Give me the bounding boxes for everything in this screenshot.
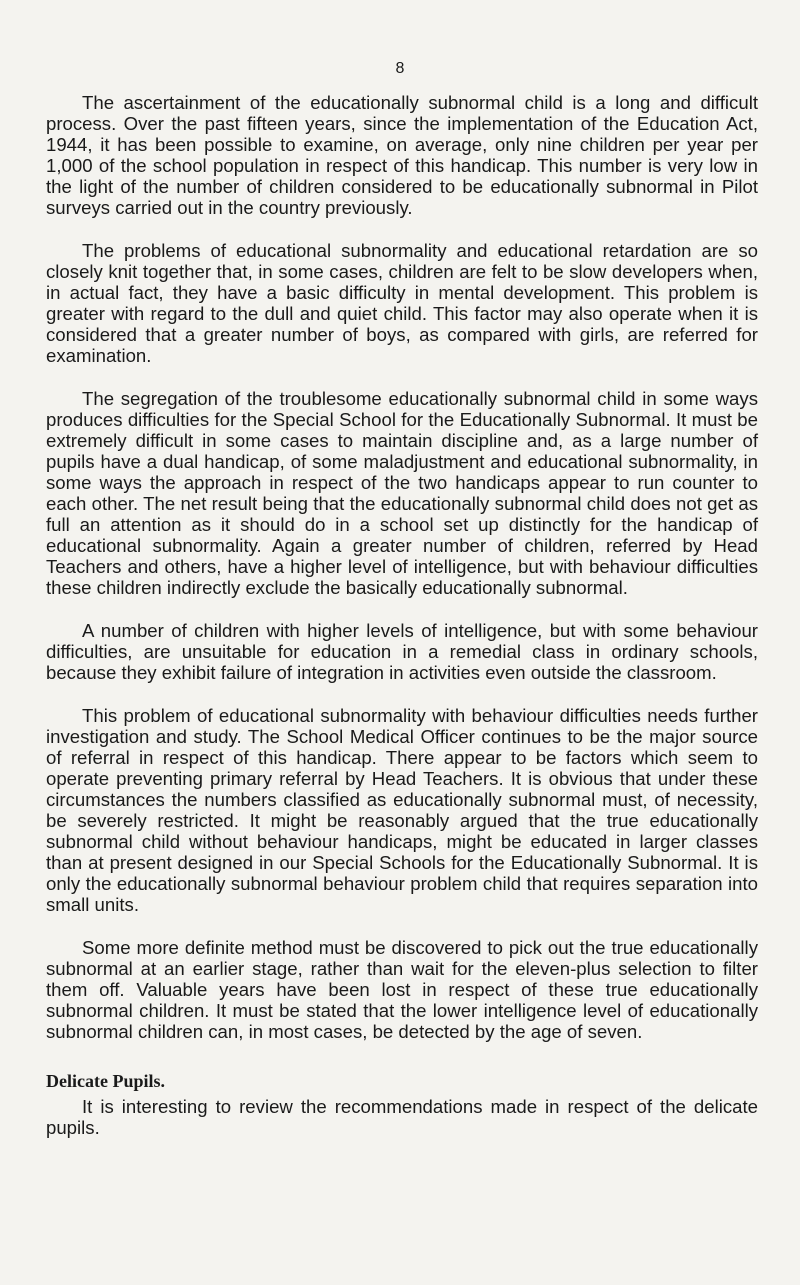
paragraph-higher-intelligence: A number of children with higher levels of intelligence, but with some behaviour difficulties, are unsuitable for education in a remedial class in ordinary schools, because they exhibit failure of integration in activities even outside the classroom. [46,620,758,683]
paragraph-segregation: The segregation of the troublesome educationally subnormal child in some ways produces difficulties for the Special School for the Educationally Subnormal. It must be extremely difficult in some cases to maintain discipline and, as a large number of pupils have a dual handicap, of some maladjustment and educational subnormality, in some ways the approach in respect of the two handicaps appear to run counter to each other. The net result being that the educationally subnormal child does not get as full an attention as it should do in a school set up distinctly for the handicap of educational subnormality. Again a greater number of children, referred by Head Teachers and others, have a higher level of intelligence, but with behaviour difficulties these children indirectly exclude the basically educationally subnormal. [46,388,758,598]
paragraph-ascertainment: The ascertainment of the educationally subnormal child is a long and difficult process. Over the past fifteen years, since the implementation of the Education Act, 1944, it has been possible to examine, on average, only nine children per year per 1,000 of the school population in respect of this handicap. This number is very low in the light of the number of children considered to be educationally subnormal in Pilot surveys carried out in the country previously. [46,92,758,218]
section-heading-delicate-pupils: Delicate Pupils. [46,1071,165,1091]
page-number: 8 [395,60,405,77]
paragraph-retardation: The problems of educational subnormality and educational retardation are so closely knit together that, in some cases, children are felt to be slow developers when, in actual fact, they have a basic difficulty in mental development. This problem is greater with regard to the dull and quiet child. This factor may also operate when it is considered that a greater number of boys, as compared with girls, are referred for examination. [46,240,758,366]
paragraph-earlier-detection: Some more definite method must be discovered to pick out the true educationally subnormal at an earlier stage, rather than wait for the eleven-plus selection to filter them off. Valuable years have been lost in respect of these true educationally subnormal children. It must be stated that the lower intelligence level of educationally subnormal children can, in most cases, be detected by the age of seven. [46,937,758,1042]
paragraph-delicate-pupils: It is interesting to review the recommendations made in respect of the delicate pupils. [46,1096,758,1138]
body-text [46,92,758,1138]
paragraph-behaviour-difficulties: This problem of educational subnormality with behaviour difficulties needs further investigation and study. The School Medical Officer continues to be the major source of referral in respect of this handicap. There appear to be factors which seem to operate preventing primary referral by Head Teachers. It is obvious that under these circumstances the numbers classified as educationally subnormal must, of necessity, be severely restricted. It might be reasonably argued that the true educationally subnormal child without behaviour handicaps, might be educated in larger classes than at present designed in our Special Schools for the Educationally Subnormal. It is only the educationally subnormal behaviour problem child that requires separation into small units. [46,705,758,915]
